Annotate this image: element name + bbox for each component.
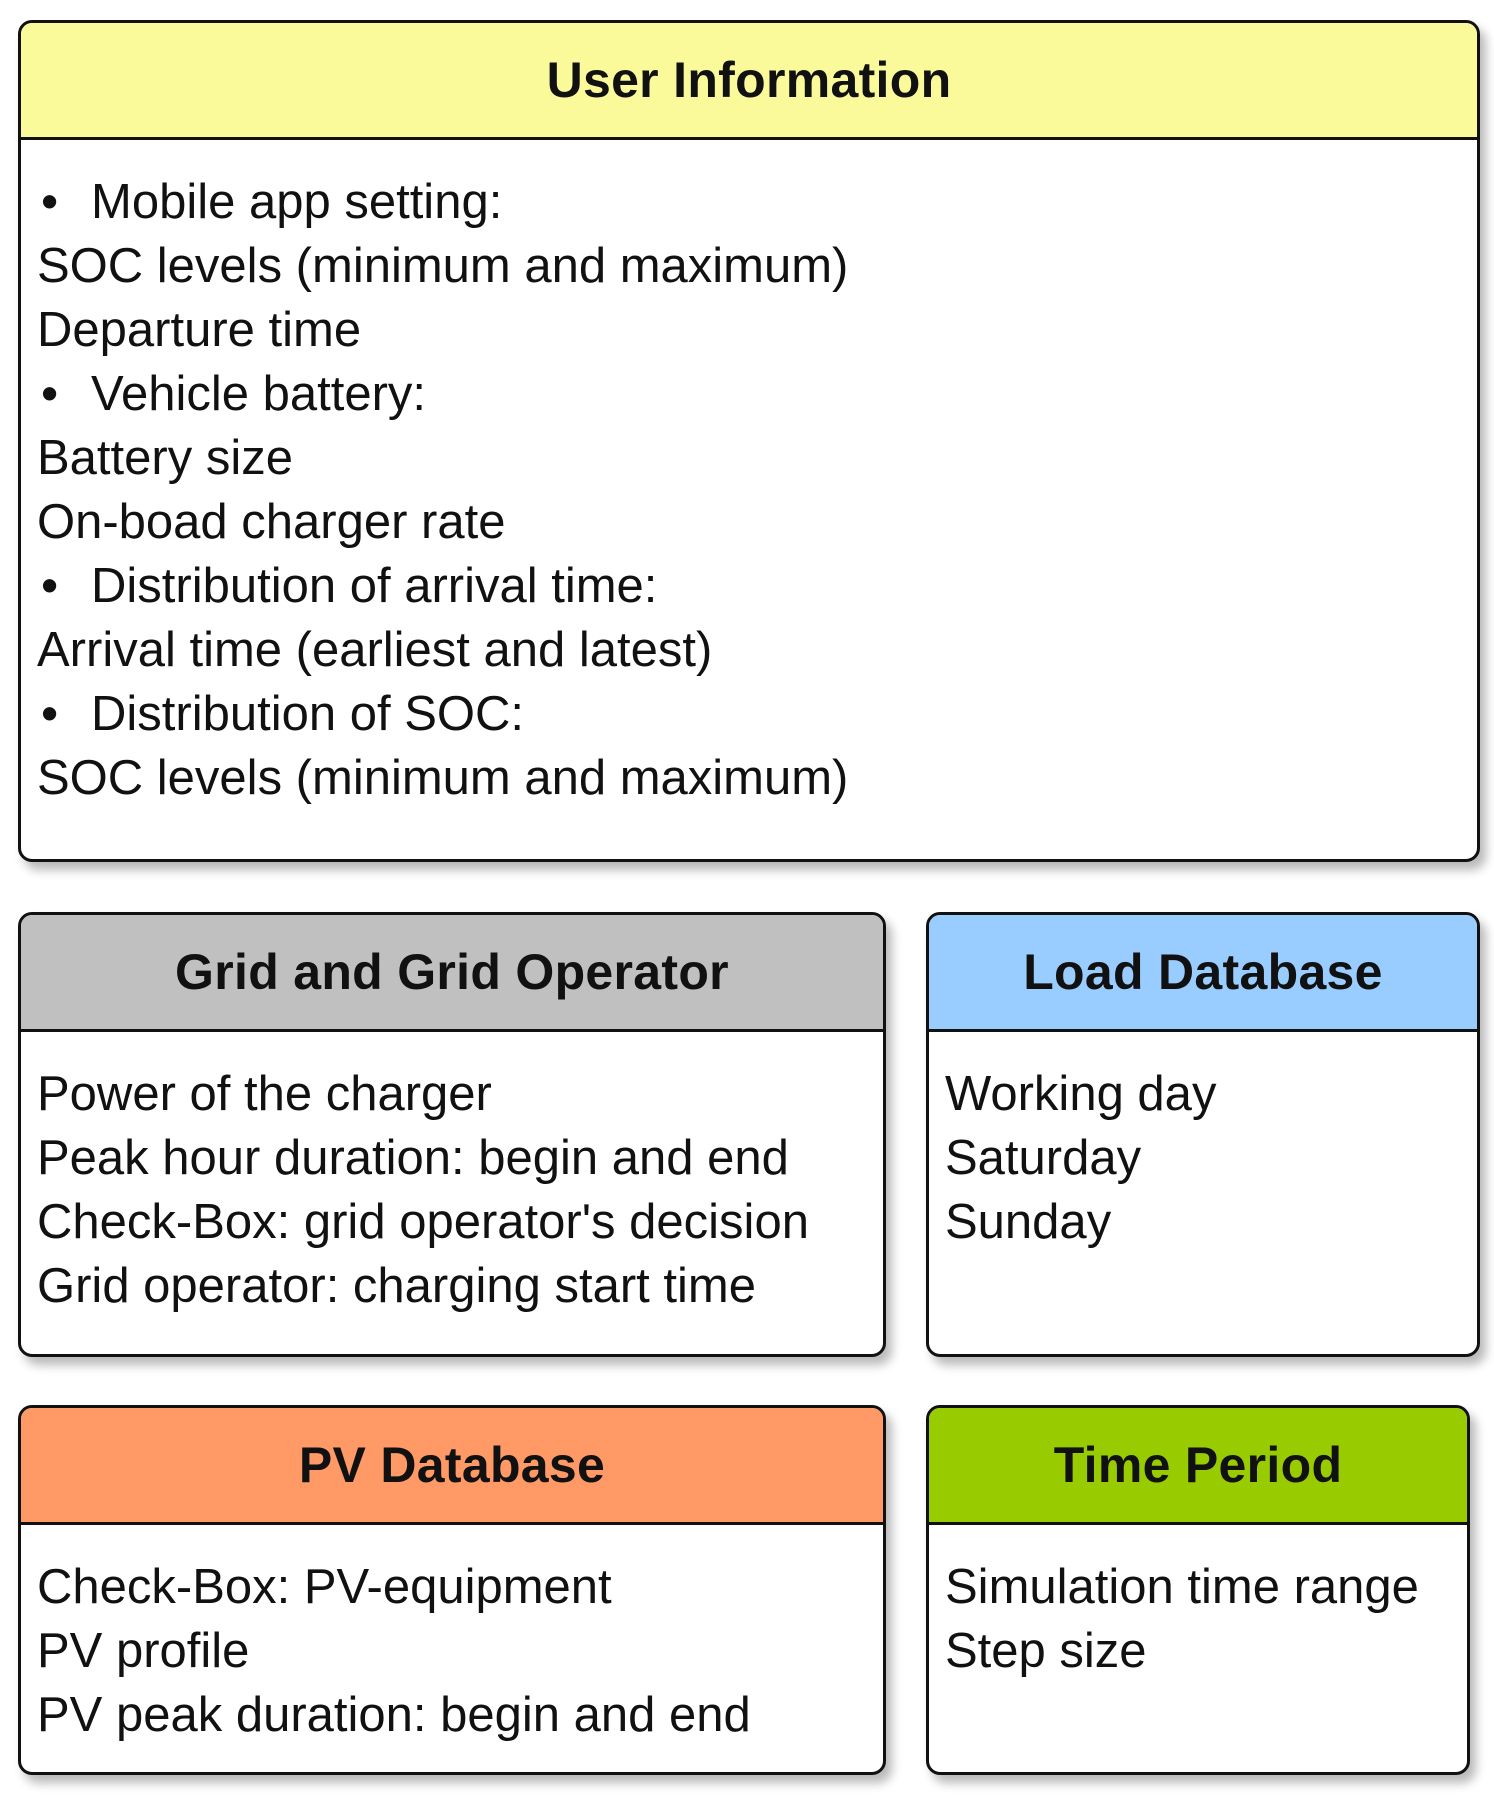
time-period-header bbox=[929, 1408, 1467, 1525]
user-information-header bbox=[21, 23, 1477, 140]
bullet-icon: • bbox=[41, 687, 59, 741]
time-period-line: Simulation time range bbox=[945, 1560, 1419, 1614]
user-info-line: • Distribution of arrival time: bbox=[37, 554, 1477, 618]
user-info-line: Battery size bbox=[37, 431, 293, 485]
bullet-icon: • bbox=[41, 175, 59, 229]
time-period-box bbox=[926, 1405, 1470, 1775]
time-period-title: Time Period bbox=[1053, 1437, 1343, 1493]
bullet-icon: • bbox=[41, 367, 59, 421]
user-information-box bbox=[18, 20, 1480, 862]
grid-operator-title: Grid and Grid Operator bbox=[175, 944, 729, 1000]
grid-operator-box bbox=[18, 912, 886, 1357]
user-info-line: SOC levels (minimum and maximum) bbox=[37, 239, 849, 293]
user-information-title: User Information bbox=[546, 52, 952, 108]
grid-operator-body bbox=[21, 1032, 883, 1318]
user-info-line: • Mobile app setting: bbox=[37, 170, 1477, 234]
user-info-line: • Distribution of SOC: bbox=[37, 682, 1477, 746]
load-database-box bbox=[926, 912, 1480, 1357]
user-info-line: On-boad charger rate bbox=[37, 495, 506, 549]
bullet-icon: • bbox=[41, 559, 59, 613]
user-info-line: Arrival time (earliest and latest) bbox=[37, 623, 713, 677]
pv-database-line: PV peak duration: begin and end bbox=[37, 1688, 751, 1742]
pv-database-box bbox=[18, 1405, 886, 1775]
load-database-header bbox=[929, 915, 1477, 1032]
grid-operator-header bbox=[21, 915, 883, 1032]
pv-database-header bbox=[21, 1408, 883, 1525]
grid-operator-line: Peak hour duration: begin and end bbox=[37, 1131, 789, 1185]
load-database-line: Saturday bbox=[945, 1131, 1142, 1185]
pv-database-title: PV Database bbox=[298, 1437, 606, 1493]
load-database-line: Working day bbox=[945, 1067, 1217, 1121]
grid-operator-line: Check-Box: grid operator's decision bbox=[37, 1195, 809, 1249]
user-information-body bbox=[21, 140, 1477, 810]
time-period-line: Step size bbox=[945, 1624, 1147, 1678]
grid-operator-line: Grid operator: charging start time bbox=[37, 1259, 756, 1313]
user-info-line: SOC levels (minimum and maximum) bbox=[37, 751, 849, 805]
user-info-line: Departure time bbox=[37, 303, 362, 357]
pv-database-line: Check-Box: PV-equipment bbox=[37, 1560, 612, 1614]
load-database-title: Load Database bbox=[1023, 944, 1383, 1000]
user-info-line: • Vehicle battery: bbox=[37, 362, 1477, 426]
load-database-body bbox=[929, 1032, 1477, 1254]
pv-database-body bbox=[21, 1525, 883, 1747]
load-database-line: Sunday bbox=[945, 1195, 1112, 1249]
time-period-body bbox=[929, 1525, 1467, 1683]
grid-operator-line: Power of the charger bbox=[37, 1067, 492, 1121]
pv-database-line: PV profile bbox=[37, 1624, 250, 1678]
